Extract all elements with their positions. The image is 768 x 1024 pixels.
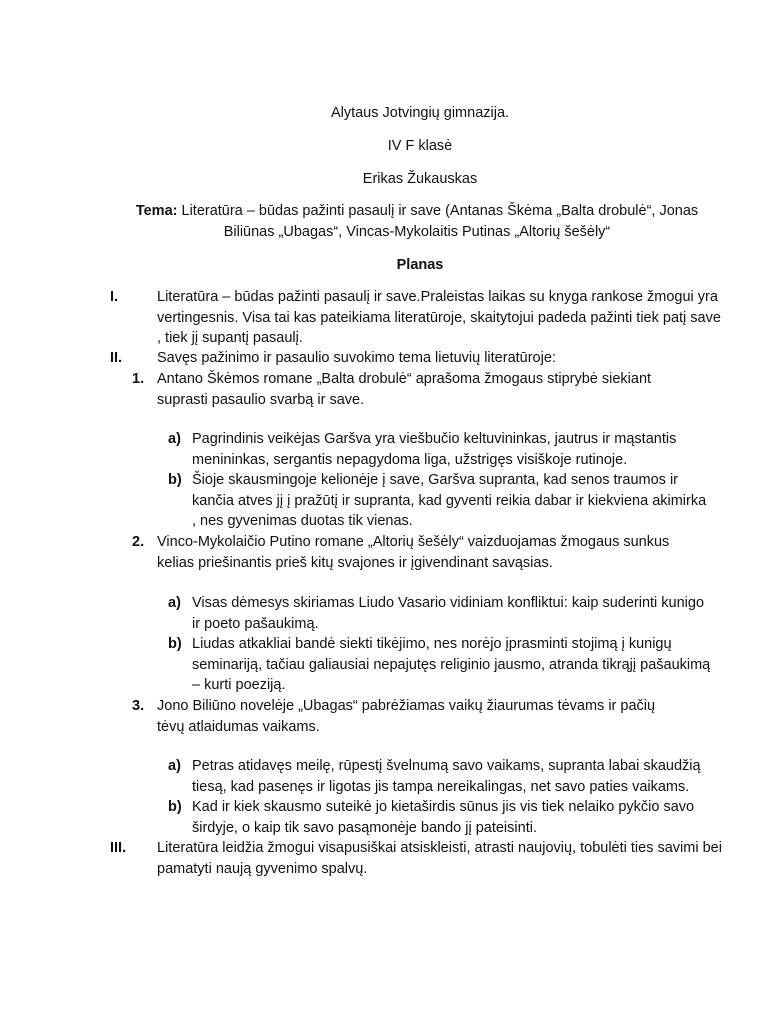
outline-marker: a) [168,431,181,447]
outline-text: Liudas atkakliai bandė siekti tikėjimo, nes norėjo įprasminti stojimą į kunigų seminariją, tačiau galiausiai nepajutęs religinio jausmo, atranda tikrąjį pašaukimą – kurti poeziją. [192,636,711,693]
outline-marker: I. [110,289,119,305]
outline-marker: II. [110,350,123,366]
outline-text: Pagrindinis veikėjas Garšva yra viešbučio keltuvininkas, jautrus ir mąstantis menininkas, sergantis nepagydoma liga, užstrigęs visiškoje rutinoje. [192,431,677,468]
outline-text: Antano Škėmos romane „Balta drobulė“ aprašoma žmogaus stiprybė siekiant suprasti pasaulio svarbą ir save. [157,371,652,408]
outline-text: Kad ir kiek skausmo suteikė jo kietaširdis sūnus jis vis tiek nelaiko pykčio savo širdyje, o kaip tik savo pasąmonėje bando jį pateisinti. [192,799,695,836]
outline-text: Vinco-Mykolaičio Putino romane „Altorių šešėly“ vaizduojamas žmogaus sunkus kelias priešinantis prieš kitų svajones ir įgivendinant savąsias. [157,534,670,571]
outline-marker: a) [168,758,181,774]
class-name: IV F klasė [387,138,453,154]
outline-marker: b) [168,636,182,652]
outline-text: Visas dėmesys skiriamas Liudo Vasario vidiniam konfliktui: kaip suderinti kunigo ir poeto pašaukimą. [192,595,705,632]
topic-text: Literatūra – būdas pažinti pasaulį ir save (Antanas Škėma „Balta drobulė“, Jonas Biliūnas „Ubagas“, Vincas-Mykolaitis Putinas „Altorių šešėly“ [181,203,699,240]
outline-text: Savęs pažinimo ir pasaulio suvokimo tema lietuvių literatūroje: [157,350,556,366]
school-name: Alytaus Jotvingių gimnazija. [330,105,510,121]
outline-marker: b) [168,799,182,815]
outline-text: Šioje skausmingoje kelionėje į save, Garšva supranta, kad senos traumos ir kančia atves jį į pražūtį ir supranta, kad gyventi reikia dabar ir kiekviena akimirka , nes gyvenimas duotas tik vienas. [192,472,707,529]
topic-line [112,201,722,243]
outline-marker: III. [110,840,127,856]
outline-text: Petras atidavęs meilę, rūpestį švelnumą savo vaikams, supranta labai skaudžią tiesą, kad pasenęs ir ligotas jis tampa nereikalingas, net savo paties vaikams. [192,758,701,795]
outline-text: Literatūra leidžia žmogui visapusiškai atsiskleisti, atrasti naujovių, tobulėti ties savimi bei pamatyti naują gyvenimo spalvų. [157,840,722,877]
outline-marker: 3. [132,698,145,714]
topic-label: Tema: [135,203,178,219]
outline-marker: 1. [132,371,145,387]
outline-marker: 2. [132,534,145,550]
outline-marker: a) [168,595,181,611]
plan-title: Planas [396,257,444,273]
outline-marker: b) [168,472,182,488]
outline-text: Jono Biliūno novelėje „Ubagas“ pabrėžiamas vaikų žiaurumas tėvams ir pačių tėvų atlaidumas vaikams. [157,698,656,735]
author-name: Erikas Žukauskas [362,171,478,187]
outline-text: Literatūra – būdas pažinti pasaulį ir save.Praleistas laikas su knyga rankose žmogui yra vertingesnis. Visa tai kas pateikiama literatūroje, skaitytojui padeda pažinti tiek patį save , tiek jį supantį pasaulį. [157,289,721,346]
